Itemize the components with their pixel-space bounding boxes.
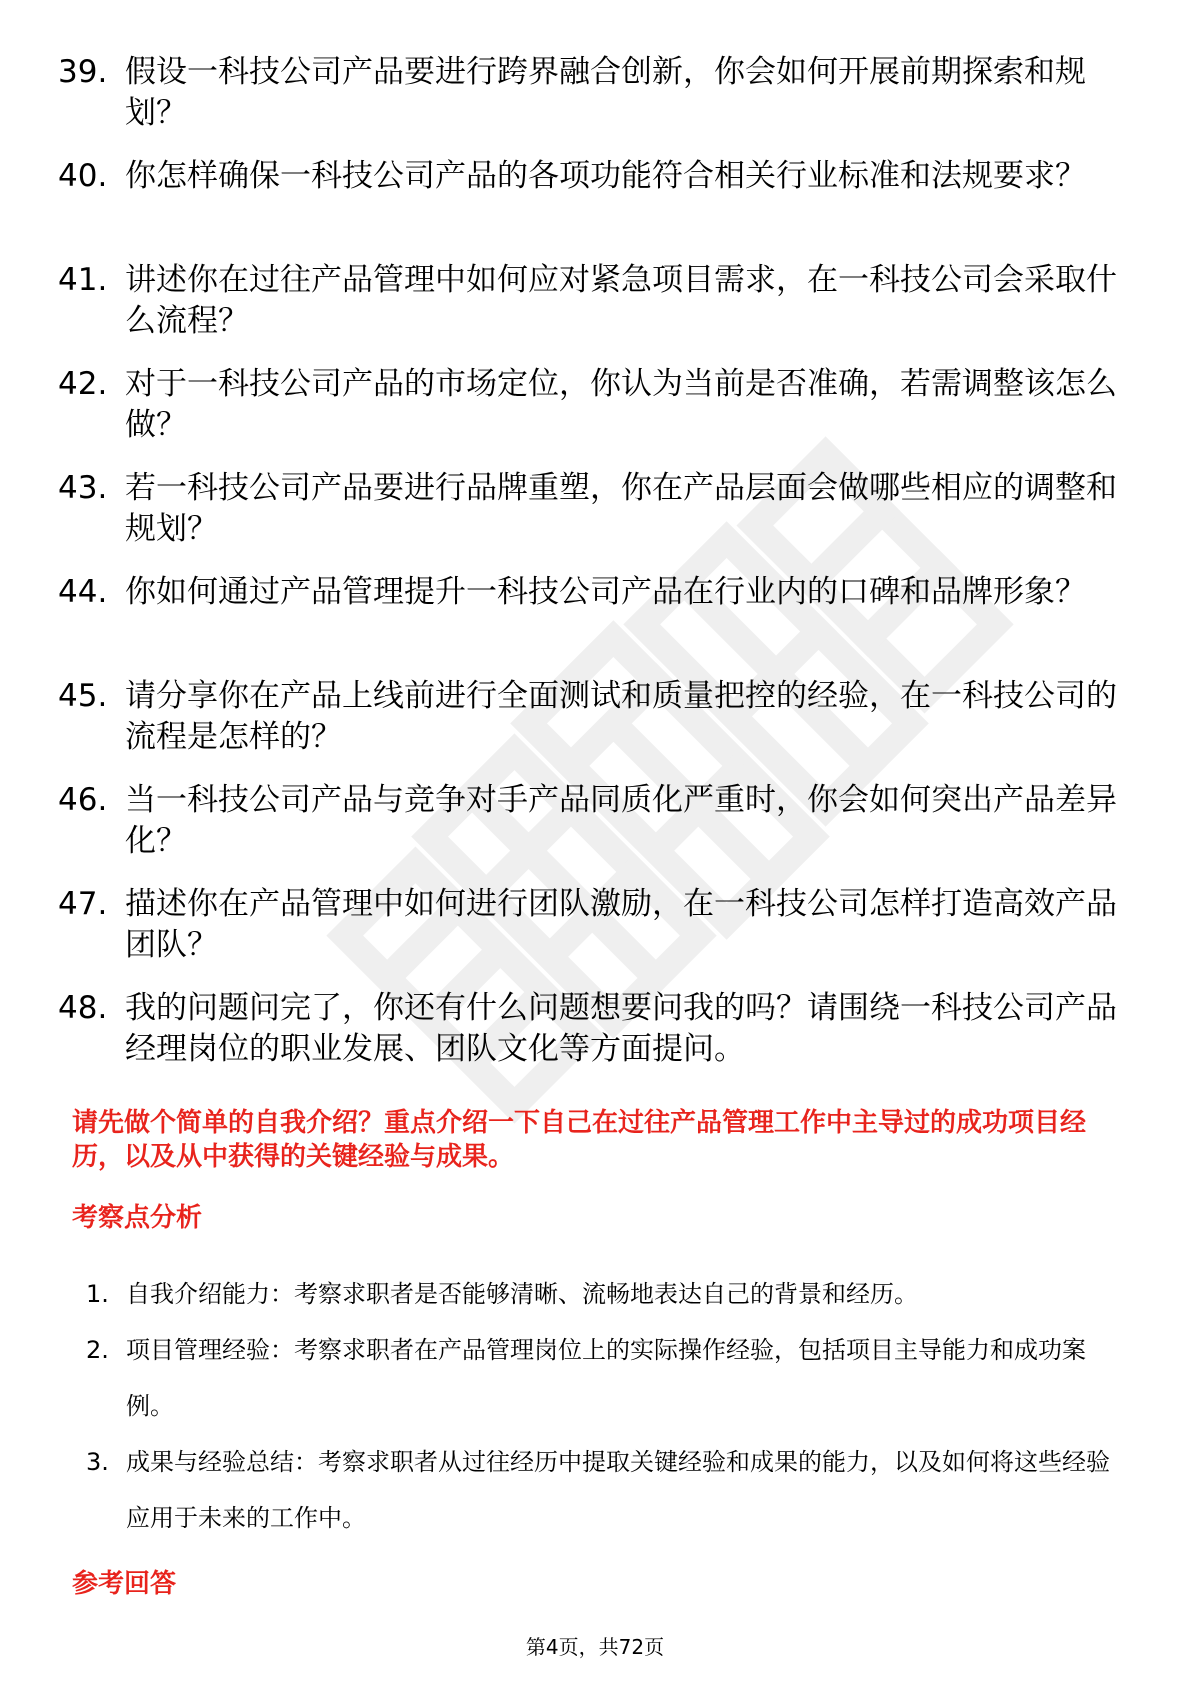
question-text: 假设一科技公司产品要进行跨界融合创新，你会如何开展前期探索和规划？ (125, 54, 1086, 131)
question-number: 39. (58, 54, 108, 90)
list-item (58, 780, 1118, 884)
list-item (58, 468, 1118, 572)
page-footer: 第4页，共72页 (525, 1635, 665, 1659)
question-text: 你怎样确保一科技公司产品的各项功能符合相关行业标准和法规要求？ (125, 158, 1086, 194)
list-item (58, 156, 1118, 260)
analysis-points (86, 1266, 1126, 1546)
question-number: 46. (58, 782, 108, 818)
list-item (58, 260, 1118, 364)
question-list (58, 52, 1118, 1092)
analysis-title: 考察点分析 (72, 1203, 203, 1233)
question-number: 43. (58, 470, 108, 506)
question-number: 44. (58, 574, 108, 610)
question-number: 45. (58, 678, 108, 714)
question-text: 若一科技公司产品要进行品牌重塑，你在产品层面会做哪些相应的调整和规划？ (125, 470, 1117, 547)
point-text: 成果与经验总结：考察求职者从过往经历中提取关键经验和成果的能力，以及如何将这些经验应用于未来的工作中。 (126, 1448, 1110, 1532)
list-item (86, 1322, 1126, 1434)
question-text: 描述你在产品管理中如何进行团队激励，在一科技公司怎样打造高效产品团队？ (125, 886, 1117, 963)
list-item (58, 572, 1118, 676)
question-text: 你如何通过产品管理提升一科技公司产品在行业内的口碑和品牌形象？ (125, 574, 1086, 610)
question-number: 47. (58, 886, 108, 922)
point-text: 自我介绍能力：考察求职者是否能够清晰、流畅地表达自己的背景和经历。 (126, 1280, 918, 1308)
list-item (58, 364, 1118, 468)
question-text: 讲述你在过往产品管理中如何应对紧急项目需求，在一科技公司会采取什么流程？ (125, 262, 1117, 339)
question-text: 我的问题问完了，你还有什么问题想要问我的吗？请围绕一科技公司产品经理岗位的职业发展、团队文化等方面提问。 (125, 990, 1117, 1067)
list-item (86, 1266, 1126, 1322)
point-number: 1. (86, 1280, 109, 1308)
list-item (58, 52, 1118, 156)
question-text: 对于一科技公司产品的市场定位，你认为当前是否准确，若需调整该怎么做？ (125, 366, 1117, 443)
question-number: 42. (58, 366, 108, 402)
point-number: 3. (86, 1448, 109, 1476)
question-number: 40. (58, 158, 108, 194)
question-text: 请分享你在产品上线前进行全面测试和质量把控的经验，在一科技公司的流程是怎样的？ (125, 678, 1117, 755)
list-item (58, 884, 1118, 988)
question-number: 48. (58, 990, 108, 1026)
point-text: 项目管理经验：考察求职者在产品管理岗位上的实际操作经验，包括项目主导能力和成功案例。 (126, 1336, 1086, 1420)
question-text: 当一科技公司产品与竞争对手产品同质化严重时，你会如何突出产品差异化？ (125, 782, 1117, 859)
list-item (58, 676, 1118, 780)
reference-answer-title: 参考回答 (72, 1569, 177, 1599)
list-item (86, 1434, 1126, 1546)
point-number: 2. (86, 1336, 109, 1364)
highlight-question: 请先做个简单的自我介绍？重点介绍一下自己在过往产品管理工作中主导过的成功项目经历，以及从中获得的关键经验与成果。 (72, 1108, 1087, 1172)
question-number: 41. (58, 262, 108, 298)
list-item (58, 988, 1118, 1092)
